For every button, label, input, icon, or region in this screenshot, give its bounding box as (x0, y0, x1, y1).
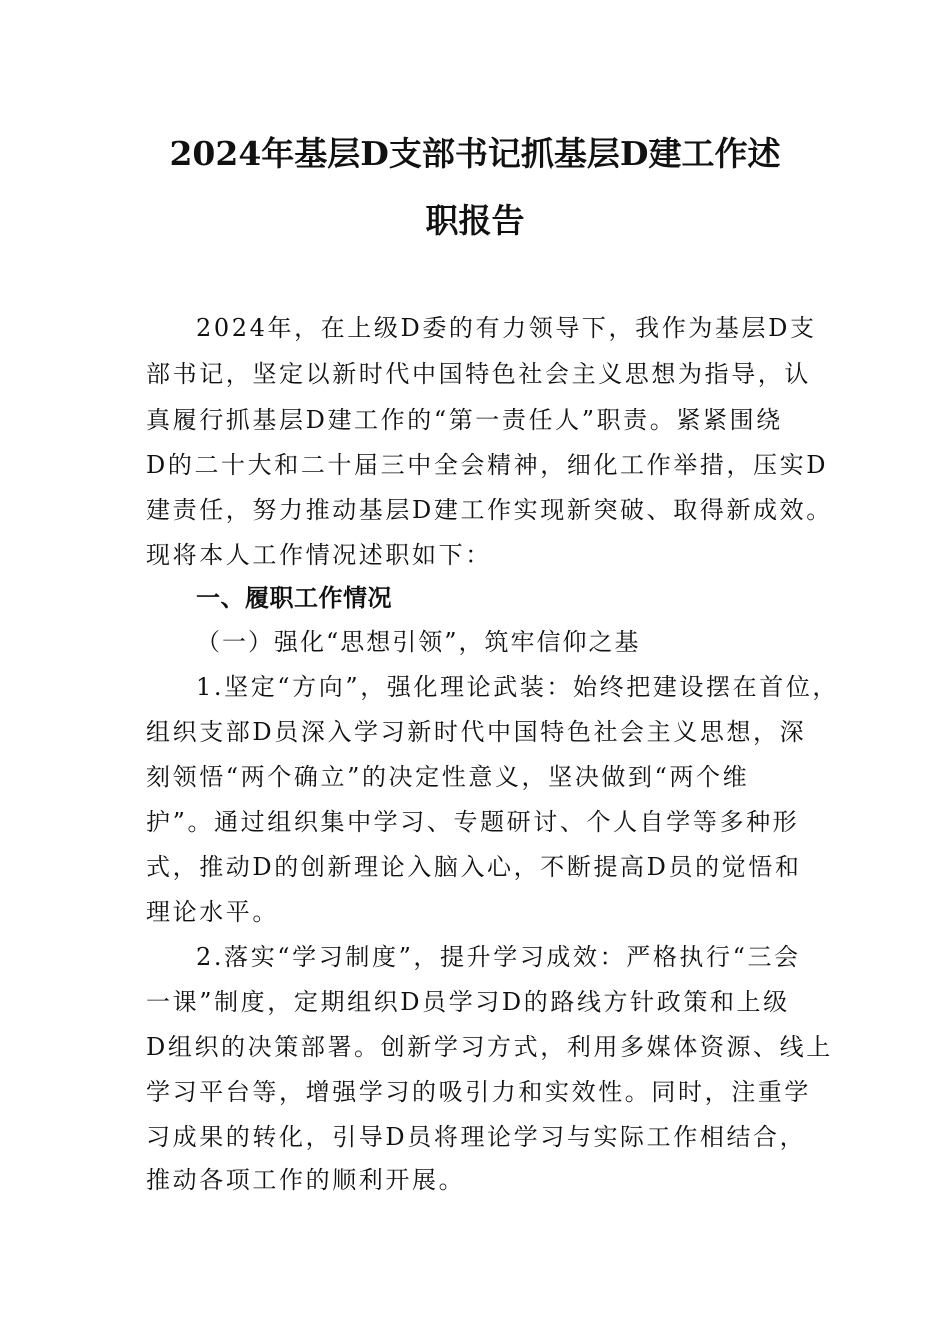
item-2-line: 推动各项工作的顺利开展。 (146, 1166, 466, 1194)
intro-line: 建责任，努力推动基层D建工作实现新突破、取得新成效。 (146, 496, 833, 524)
intro-line: D的二十大和二十届三中全会精神，细化工作举措，压实D (146, 451, 829, 479)
item-1-line: 组织支部D员深入学习新时代中国特色社会主义思想，深 (146, 718, 807, 746)
item-2-line: D组织的决策部署。创新学习方式，利用多媒体资源、线上 (146, 1033, 833, 1061)
item-1-line: 1.坚定“方向”，强化理论武装：始终把建设摆在首位， (196, 673, 840, 701)
item-2-line: 2.落实“学习制度”，提升学习成效：严格执行“三会 (196, 943, 801, 971)
item-2-line: 学习平台等，增强学习的吸引力和实效性。同时，注重学 (146, 1078, 811, 1106)
intro-line: 部书记，坚定以新时代中国特色社会主义思想为指导，认 (146, 360, 811, 388)
subsection-heading: （一）强化“思想引领”，筑牢信仰之基 (196, 628, 641, 656)
intro-line: 真履行抓基层D建工作的“第一责任人”职责。紧紧围绕 (146, 406, 783, 434)
item-2-line: 习成果的转化，引导D员将理论学习与实际工作相结合， (146, 1123, 807, 1151)
item-1-line: 刻领悟“两个确立”的决定性意义，坚决做到“两个维 (146, 763, 750, 791)
item-1-line: 理论水平。 (146, 898, 279, 926)
item-2-line: 一课”制度，定期组织D员学习D的路线方针政策和上级 (146, 988, 790, 1016)
document-title-line-1: 2024年基层D支部书记抓基层D建工作述 (169, 134, 781, 173)
intro-line: 现将本人工作情况述职如下： (146, 541, 492, 569)
item-1-line: 式，推动D的创新理论入脑入心，不断提高D员的觉悟和 (146, 853, 802, 881)
section-heading: 一、履职工作情况 (196, 584, 392, 612)
item-1-line: 护”。通过组织集中学习、专题研讨、个人自学等多种形 (146, 808, 800, 836)
intro-line: 2024年，在上级D委的有力领导下，我作为基层D支 (196, 314, 817, 342)
document-title-line-2: 职报告 (425, 201, 525, 240)
